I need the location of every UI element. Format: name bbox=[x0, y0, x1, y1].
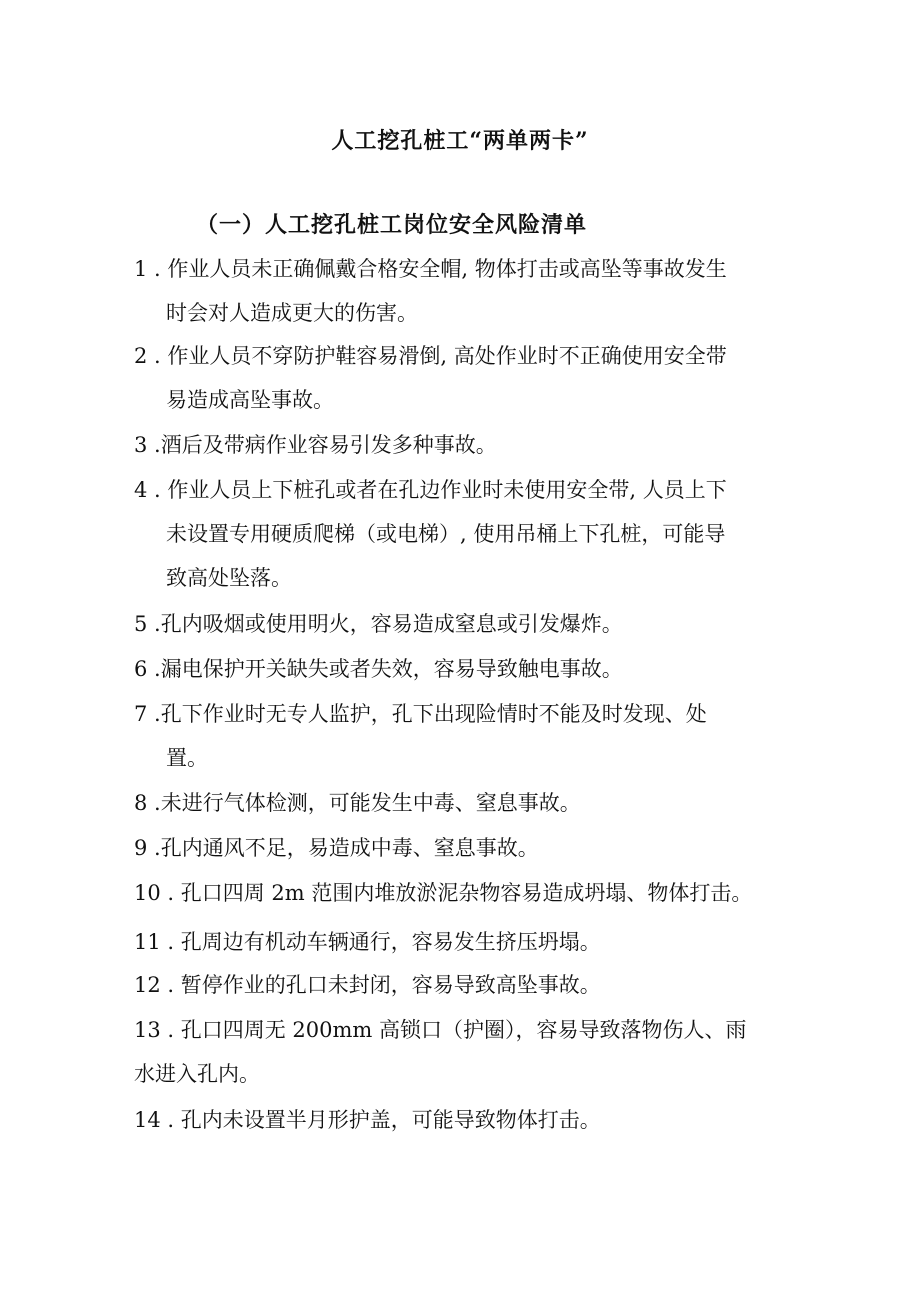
list-item bbox=[134, 247, 814, 335]
list-item bbox=[134, 781, 814, 825]
item-text: 时会对人造成更大的伤害。 bbox=[166, 301, 418, 325]
item-text: 未设置专用硬质爬梯（或电梯）, 使用吊桶上下孔桩，可能导 bbox=[166, 522, 726, 546]
item-number: 11 bbox=[134, 930, 161, 954]
item-number: 10 bbox=[134, 881, 161, 905]
item-number: 2 bbox=[134, 344, 148, 368]
item-text: 致高处坠落。 bbox=[166, 566, 292, 590]
item-text: . 孔口四周无 200mm 高锁口（护圈），容易导致落物伤人、雨 bbox=[160, 1018, 747, 1042]
item-text: .孔内通风不足，易造成中毒、窒息事故。 bbox=[147, 836, 539, 860]
list-item bbox=[134, 423, 814, 467]
list-item bbox=[134, 647, 814, 691]
list-item bbox=[134, 602, 814, 646]
item-number: 7 bbox=[134, 702, 148, 726]
item-text: . 孔口四周 2m 范围内堆放淤泥杂物容易造成坍塌、物体打击。 bbox=[160, 881, 753, 905]
item-number: 13 bbox=[134, 1018, 161, 1042]
item-text: .未进行气体检测，可能发生中毒、窒息事故。 bbox=[147, 791, 581, 815]
item-text: 置。 bbox=[166, 746, 208, 770]
list-item bbox=[134, 1098, 814, 1142]
item-number: 5 bbox=[134, 612, 148, 636]
item-text: . 作业人员上下桩孔或者在孔边作业时未使用安全带, 人员上下 bbox=[147, 478, 727, 502]
list-item bbox=[134, 334, 814, 422]
list-item bbox=[134, 1008, 814, 1096]
item-text: . 暂停作业的孔口未封闭，容易导致高坠事故。 bbox=[160, 973, 601, 997]
item-number: 6 bbox=[134, 657, 148, 681]
document-title: 人工挖孔桩工“两单两卡” bbox=[331, 128, 589, 154]
list-item bbox=[134, 920, 814, 964]
list-item bbox=[134, 871, 814, 915]
item-number: 1 bbox=[134, 257, 148, 281]
item-number: 4 bbox=[134, 478, 148, 502]
item-number: 8 bbox=[134, 791, 148, 815]
item-text: . 作业人员未正确佩戴合格安全帽, 物体打击或高坠等事故发生 bbox=[147, 257, 727, 281]
item-text: .孔内吸烟或使用明火，容易造成窒息或引发爆炸。 bbox=[147, 612, 623, 636]
item-text: .孔下作业时无专人监护，孔下出现险情时不能及时发现、处 bbox=[147, 702, 707, 726]
list-item bbox=[134, 692, 814, 780]
item-number: 9 bbox=[134, 836, 148, 860]
section-heading: （一）人工挖孔桩工岗位安全风险清单 bbox=[196, 212, 588, 238]
item-number: 12 bbox=[134, 973, 161, 997]
item-text: 易造成高坠事故。 bbox=[166, 388, 334, 412]
list-item bbox=[134, 826, 814, 870]
item-text: . 作业人员不穿防护鞋容易滑倒, 高处作业时不正确使用安全带 bbox=[147, 344, 727, 368]
list-item bbox=[134, 468, 814, 600]
list-item bbox=[134, 963, 814, 1007]
item-text: .酒后及带病作业容易引发多种事故。 bbox=[147, 433, 497, 457]
item-text: . 孔周边有机动车辆通行，容易发生挤压坍塌。 bbox=[160, 930, 601, 954]
item-text: 水进入孔内。 bbox=[134, 1062, 260, 1086]
item-number: 14 bbox=[134, 1108, 161, 1132]
item-text: .漏电保护开关缺失或者失效，容易导致触电事故。 bbox=[147, 657, 623, 681]
item-text: . 孔内未设置半月形护盖，可能导致物体打击。 bbox=[160, 1108, 601, 1132]
item-number: 3 bbox=[134, 433, 148, 457]
